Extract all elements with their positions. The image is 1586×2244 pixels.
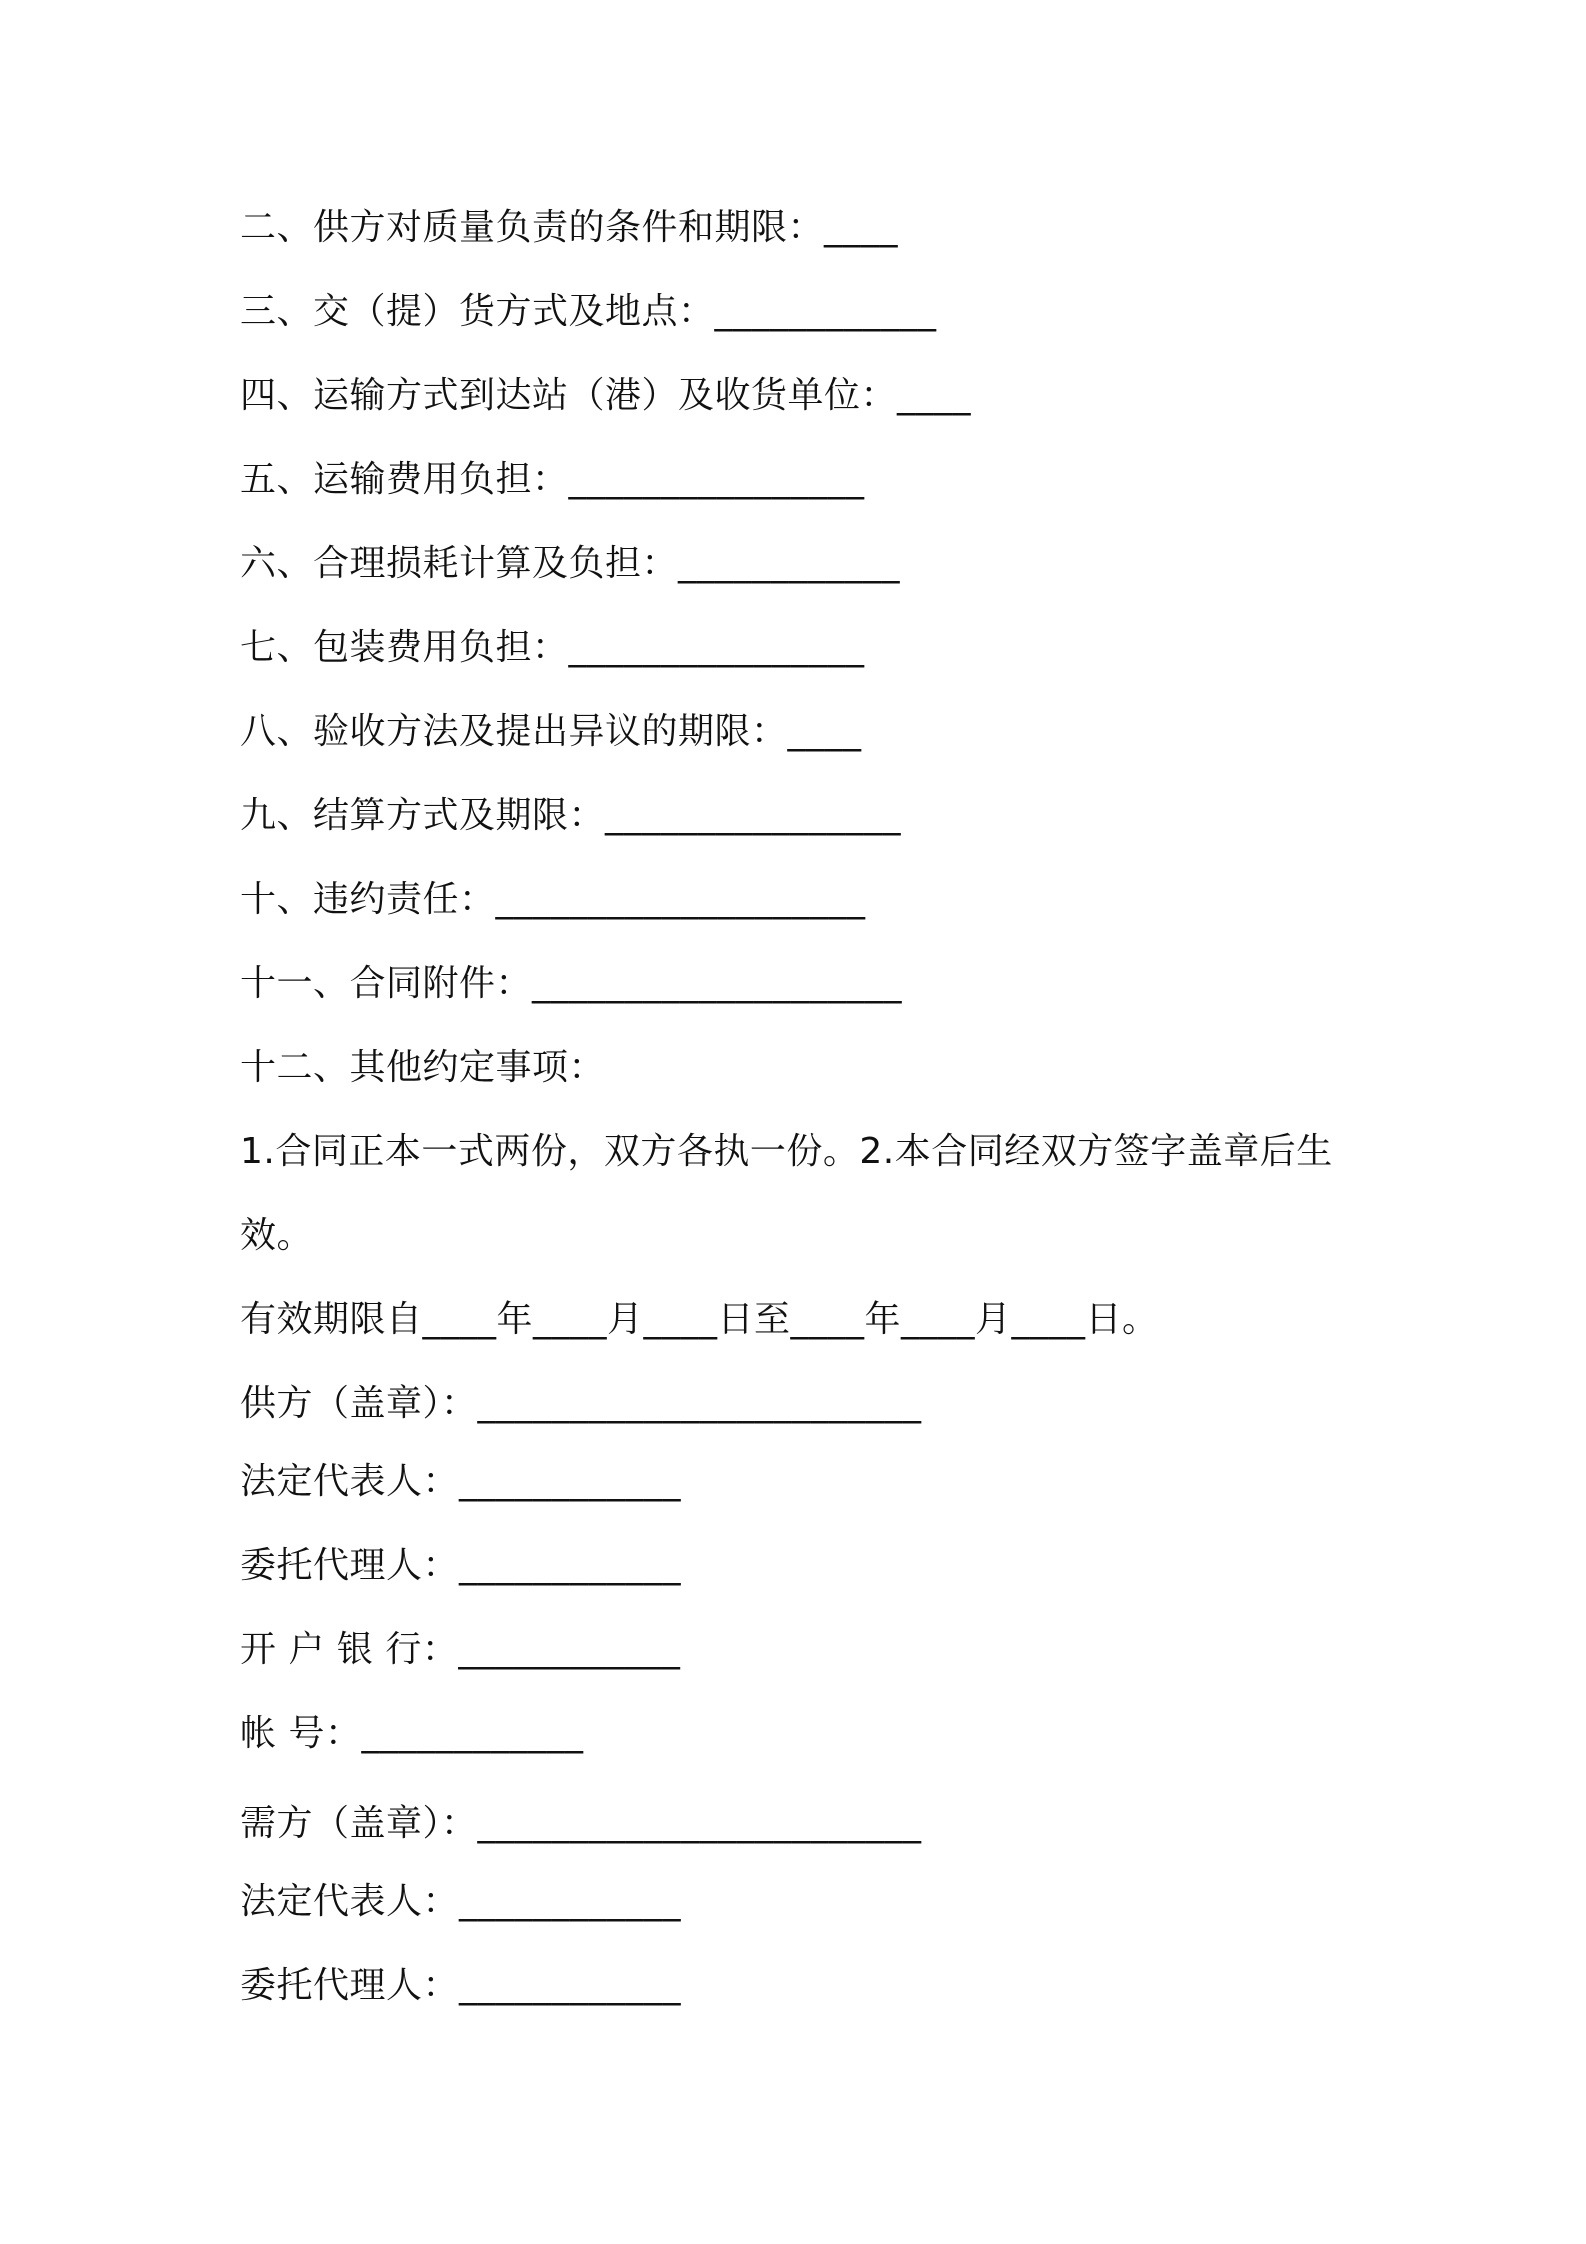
clause-3-delivery-method: 三、交（提）货方式及地点：____________ [240, 291, 937, 332]
clause-2-quality-responsibility: 二、供方对质量负责的条件和期限：____ [240, 207, 899, 248]
buyer-seal: 需方（盖章）：________________________ [240, 1803, 922, 1844]
clause-5-transport-cost: 五、运输费用负担：________________ [240, 459, 865, 500]
clause-10-liability: 十、违约责任：____________________ [240, 879, 866, 920]
clause-12-other-terms: 十二、其他约定事项： [240, 1047, 606, 1088]
supplier-bank: 开 户 银 行：____________ [240, 1629, 681, 1670]
clause-4-transport-destination: 四、运输方式到达站（港）及收货单位：____ [240, 375, 972, 416]
other-terms-paragraph-line-1: 1.合同正本一式两份，双方各执一份。2.本合同经双方签字盖章后生 [240, 1131, 1333, 1172]
buyer-authorized-agent: 委托代理人：____________ [240, 1965, 682, 2006]
supplier-account-number: 帐 号：____________ [240, 1713, 584, 1754]
validity-period: 有效期限自____年____月____日至____年____月____日。 [240, 1299, 1159, 1340]
clause-9-settlement-method: 九、结算方式及期限：________________ [240, 795, 902, 836]
supplier-seal: 供方（盖章）：________________________ [240, 1383, 922, 1424]
supplier-authorized-agent: 委托代理人：____________ [240, 1545, 682, 1586]
clause-6-loss-calculation: 六、合理损耗计算及负担：____________ [240, 543, 901, 584]
clause-8-acceptance-method: 八、验收方法及提出异议的期限：____ [240, 711, 862, 752]
supplier-legal-representative: 法定代表人：____________ [240, 1461, 682, 1502]
buyer-legal-representative: 法定代表人：____________ [240, 1881, 682, 1922]
other-terms-paragraph-line-2: 效。 [240, 1215, 314, 1256]
clause-11-attachments: 十一、合同附件：____________________ [240, 963, 903, 1004]
clause-7-packaging-cost: 七、包装费用负担：________________ [240, 627, 865, 668]
